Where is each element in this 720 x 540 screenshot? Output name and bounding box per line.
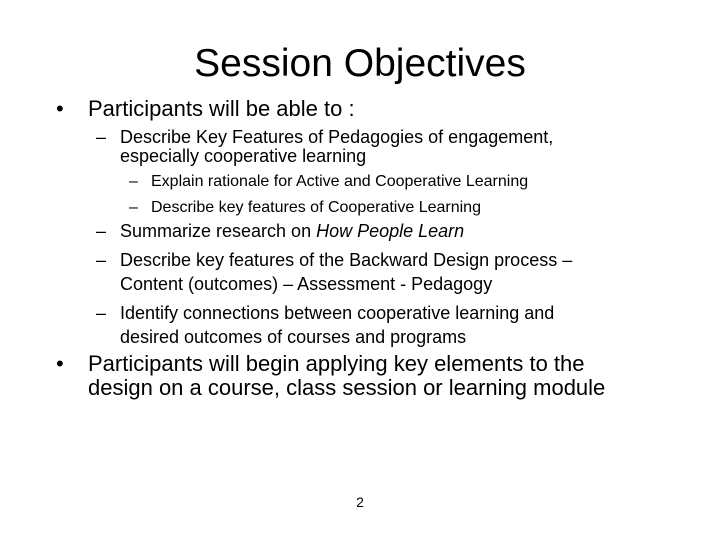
sub-sub-bullet-text: Explain rationale for Active and Cooperative Learning bbox=[151, 173, 529, 190]
dash-marker: – bbox=[96, 127, 107, 147]
dash-marker: – bbox=[96, 221, 107, 241]
bullet-line-2: design on a course, class session or learning module bbox=[88, 375, 606, 400]
dash-marker: – bbox=[129, 199, 138, 216]
sub-bullet-line-1: Describe key features of the Backward Design process – bbox=[120, 250, 573, 270]
dash-marker: – bbox=[129, 173, 138, 190]
bullet-marker: • bbox=[56, 351, 64, 376]
sub-bullet-line-2: Content (outcomes) – Assessment - Pedagogy bbox=[120, 274, 493, 294]
sub-bullet-line-2: desired outcomes of courses and programs bbox=[120, 327, 467, 347]
dash-marker: – bbox=[96, 303, 107, 323]
bullet-line-1: Participants will begin applying key elements to the bbox=[88, 351, 585, 376]
sub-bullet-prefix: Summarize research on bbox=[120, 221, 317, 241]
sub-bullet-text bbox=[120, 221, 464, 241]
page-number: 2 bbox=[356, 494, 364, 510]
dash-marker: – bbox=[96, 250, 107, 270]
bullet-marker: • bbox=[56, 96, 64, 121]
sub-sub-bullet-text: Describe key features of Cooperative Learning bbox=[151, 199, 481, 216]
bullet-text: Participants will be able to : bbox=[88, 96, 355, 121]
book-title: How People Learn bbox=[316, 221, 465, 241]
slide-title: Session Objectives bbox=[194, 42, 526, 85]
sub-bullet-line-1: Describe Key Features of Pedagogies of engagement, bbox=[120, 127, 554, 147]
sub-bullet-line-1: Identify connections between cooperative learning and bbox=[120, 303, 555, 323]
sub-bullet-line-2: especially cooperative learning bbox=[120, 146, 367, 166]
